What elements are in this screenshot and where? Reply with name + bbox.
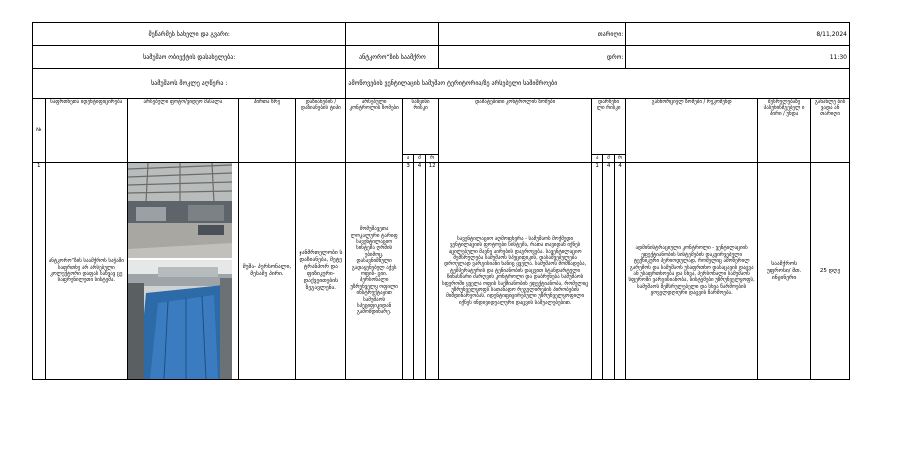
row-existing-measures: მომუშავეთა ლოკალური ტარიფ სავენტილაციო სისტემა ღრმის უბიმოც. დასავნიშნული გადაყენებულ აქვს ოფის- ციი. პერსონალი უზრუნველყ ოფილი ინსტრუქტაჟით სამუშაოს სპეციფიკიდან გამომდინარე. bbox=[346, 163, 402, 380]
col-photo: არსებული ფოტო/ვიდეო მასალა bbox=[128, 99, 239, 163]
row-deadline: 25 დღე bbox=[811, 163, 850, 380]
date-label: თარიღი: bbox=[439, 23, 626, 46]
row-residual-r: 4 bbox=[614, 163, 626, 380]
col-residual-s: შ bbox=[603, 155, 614, 163]
date-value: 8/11,2024 bbox=[626, 23, 850, 46]
col-hazard-id: საფრთხეთა იდენტიფიცირება bbox=[45, 99, 128, 163]
col-action: განხორციელ ზომები / რეკომენდ bbox=[626, 99, 758, 163]
row-residual-s: 4 bbox=[603, 163, 614, 380]
col-additional-measures: დამატებითი კონტროლის ზომები bbox=[439, 99, 592, 163]
col-existing-measures: არსებული კონტროლის ზომები bbox=[346, 99, 402, 163]
company-value bbox=[346, 23, 439, 46]
col-injury: დაზიანების / დაზიანების ტიპი bbox=[296, 99, 346, 163]
assessor-value: ამოწოვების ვენტილაცის სამუშაო ტერიტორია/ზე არსებული საშიშროები bbox=[346, 69, 850, 99]
col-initial-s: შ bbox=[414, 155, 425, 163]
workshop-photo bbox=[128, 163, 232, 379]
header-row-company bbox=[33, 23, 850, 46]
row-initial-s: 4 bbox=[414, 163, 425, 380]
col-initial-p: ა bbox=[402, 155, 413, 163]
row-injury: ჯანმრთელობი ს დაზიანება, მეტე ტრანპორ და ფიზიკური- დაქვეითების ზეგავლენა. bbox=[296, 163, 346, 380]
row-num: 1 bbox=[33, 163, 46, 380]
row-action: ადმინისტრაციული კონტროლი - ვენტილაციის ეფექტიანობის სისტემების დაკვირვებული ტექნიკური პერიოდულად, რომელიც ამოწერილ გარემოს და სამუშაოს უსაფრთხო დასაცავის დაცვა ან უსაფრთხოება და სხვა, პერსონალი სამუშაოს სფეროში ვარგისიანობა, სისტემები უზრუნველყოფს, სამუშაოს შემსრულებელი და სხვა წარმოების ყოველდღიური დაცვის წარმოება. bbox=[626, 163, 758, 380]
row-residual-p: 1 bbox=[591, 163, 602, 380]
assessor-label: სამუშაოს მოკლე აღწერა : bbox=[33, 69, 346, 99]
header-row-description bbox=[33, 69, 850, 99]
column-header-row bbox=[33, 99, 850, 155]
col-initial-risk: საწყისი რისკი bbox=[402, 99, 439, 155]
row-responsible: საამქროს უფროსი/ მთ. ინჟინერი bbox=[757, 163, 810, 380]
workplace-value: ანტკორო“ზის საამქრო bbox=[346, 46, 439, 69]
col-initial-r: რ bbox=[425, 155, 439, 163]
row-initial-p: 3 bbox=[402, 163, 413, 380]
col-deadline: განახლე ბის ვადა ან თარიღი bbox=[811, 99, 850, 163]
row-initial-r: 12 bbox=[425, 163, 439, 380]
row-who: მუშა- პერსონალი, მესამე პირი. bbox=[238, 163, 295, 380]
col-residual-risk: დარჩენი ლი რისკი bbox=[591, 99, 625, 155]
col-num: № bbox=[33, 99, 46, 163]
company-label: მეწარმეს სახელი და გვარი: bbox=[33, 23, 346, 46]
col-who: პირთა წრე bbox=[238, 99, 295, 163]
row-hazard-id: ანტკორო“ზის საამქროს საჭაში საფრთხე არ არსებული კოლექტორი დაფას საწვავ ცე საფრენილეთი სისტემა. bbox=[45, 163, 128, 380]
col-residual-p: ა bbox=[591, 155, 602, 163]
col-residual-r: რ bbox=[614, 155, 626, 163]
time-value: 11:30 bbox=[626, 46, 850, 69]
col-responsible: შესრულებაზე პასუხისმგებელ ი პირი / უნდა bbox=[757, 99, 810, 163]
row-additional-measures: სავენტილაციო აღმოფხვრა - სამუშაოს მოქმედი ვენტილაციის ფოტოები სისტემა, რათა თავიდან იქნეს აცილებული მავნე აირების დაგროვება. სავენტილაციო შემსრულება სამუშაოს სპეციფიკის, დასაშვებულება დროულად ვარგისიანი ხანიც ყველა. სამუშაოს მომზადება, ტემპერატურის და ტენიანობის დაცვით სტანდარტული წინასწარი ძარღვის კონტროლი და დაბრუნება სამუშაოს სფეროში ყველა ოფის საქმიანობის ეფექტიანობა, რომელიც უზრუნველყოფს სათანადო რეგულირების პირობების მიმდინარეობას. იდენტიფიცირებული უზრუნველყოფილი იქნეს ინდივიდუალური დაცვის საშუალებებით. bbox=[439, 163, 592, 380]
row-photo bbox=[128, 163, 239, 380]
header-row-workplace bbox=[33, 46, 850, 69]
table-row bbox=[33, 163, 850, 380]
risk-assessment-table bbox=[32, 22, 850, 380]
time-label: დრო: bbox=[439, 46, 626, 69]
workplace-label: სამუშაო ობიექტის დასახელება: bbox=[33, 46, 346, 69]
risk-assessment-form bbox=[32, 22, 850, 380]
